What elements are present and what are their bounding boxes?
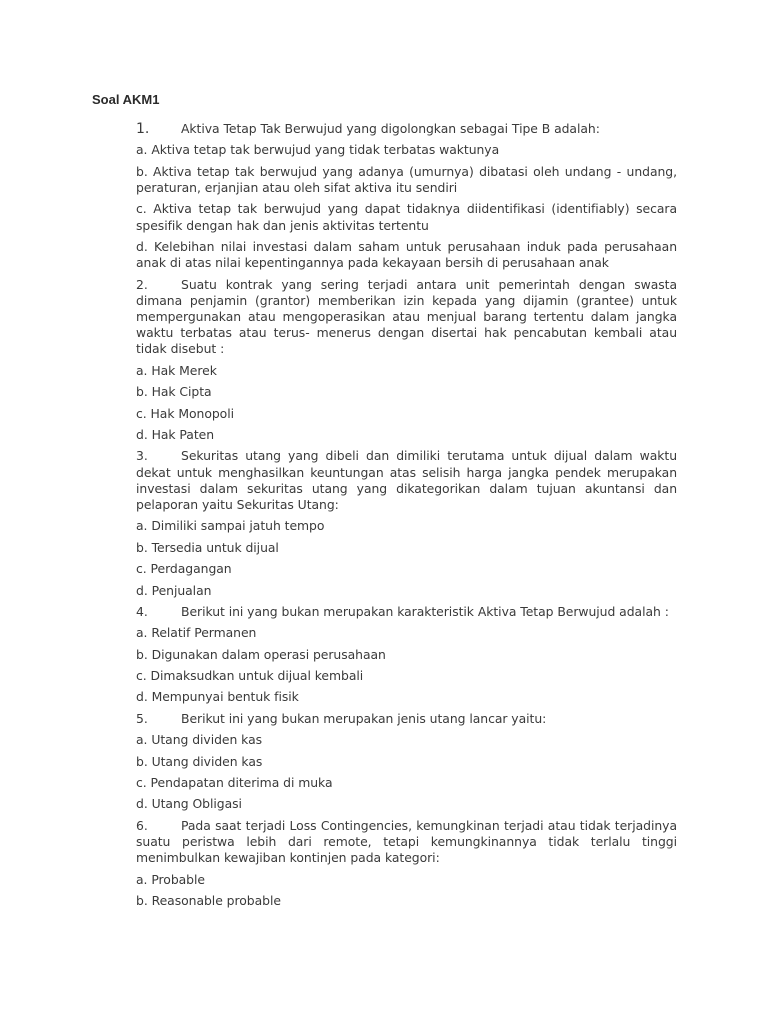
question-stem bbox=[136, 448, 677, 513]
question-number: 1. bbox=[136, 121, 150, 137]
answer-option: c. Perdagangan bbox=[136, 561, 232, 577]
document-title: Soal AKM1 bbox=[92, 92, 160, 107]
answer-option: a. Hak Merek bbox=[136, 362, 217, 378]
question-stem bbox=[136, 604, 677, 620]
answer-option: c. Dimaksudkan untuk dijual kembali bbox=[136, 668, 364, 684]
question-6 bbox=[136, 818, 677, 909]
question-stem bbox=[136, 277, 677, 358]
answer-option: d. Mempunyai bentuk fisik bbox=[136, 689, 299, 705]
answer-option: b. Hak Cipta bbox=[136, 384, 212, 400]
question-4 bbox=[136, 604, 677, 706]
answer-option: d. Utang Obligasi bbox=[136, 796, 242, 812]
answer-option: a. Probable bbox=[136, 871, 205, 887]
question-text: Aktiva Tetap Tak Berwujud yang digolongkan sebagai Tipe B adalah: bbox=[181, 121, 600, 136]
answer-option: c. Aktiva tetap tak berwujud yang dapat tidaknya diidentifikasi (identifiably) secara spesifik dengan hak dan jenis aktivitas tertentu bbox=[136, 201, 677, 233]
answer-option: c. Hak Monopoli bbox=[136, 405, 235, 421]
question-number: 3. bbox=[136, 448, 148, 464]
answer-option: a. Aktiva tetap tak berwujud yang tidak terbatas waktunya bbox=[136, 142, 500, 158]
question-number: 4. bbox=[136, 603, 148, 619]
question-stem bbox=[136, 818, 677, 867]
answer-option: d. Penjualan bbox=[136, 582, 212, 598]
answer-option: b. Reasonable probable bbox=[136, 892, 281, 908]
question-list bbox=[136, 121, 677, 914]
answer-option: a. Relatif Permanen bbox=[136, 625, 257, 641]
question-number: 6. bbox=[136, 817, 148, 833]
answer-option: b. Digunakan dalam operasi perusahaan bbox=[136, 646, 386, 662]
question-number: 2. bbox=[136, 276, 148, 292]
answer-option: b. Aktiva tetap tak berwujud yang adanya (umurnya) dibatasi oleh undang - undang, peraturan, erjanjian atau oleh sifat aktiva itu sendiri bbox=[136, 163, 677, 195]
answer-option: a. Dimiliki sampai jatuh tempo bbox=[136, 518, 325, 534]
question-stem bbox=[136, 121, 677, 137]
question-3 bbox=[136, 448, 677, 598]
question-text: Pada saat terjadi Loss Contingencies, kemungkinan terjadi atau tidak terjadinya suatu peristwa lebih dari remote, tetapi kemungkinannya tidak terlalu tinggi menimbulkan kewajiban kontinjen pada kategori: bbox=[136, 817, 677, 866]
question-text: Berikut ini yang bukan merupakan karakteristik Aktiva Tetap Berwujud adalah : bbox=[181, 603, 669, 619]
answer-option: d. Kelebihan nilai investasi dalam saham untuk perusahaan induk pada perusahaan anak di atas nilai kepentingannya pada kekayaan bersih di perusahaan anak bbox=[136, 238, 677, 271]
answer-option: b. Tersedia untuk dijual bbox=[136, 539, 279, 555]
question-5 bbox=[136, 711, 677, 813]
answer-option: a. Utang dividen kas bbox=[136, 732, 263, 748]
question-stem bbox=[136, 711, 677, 727]
answer-option: d. Hak Paten bbox=[136, 426, 215, 442]
question-1 bbox=[136, 121, 677, 271]
answer-option: b. Utang dividen kas bbox=[136, 753, 263, 769]
question-text: Sekuritas utang yang dibeli dan dimiliki terutama untuk dijual dalam waktu dekat untuk menghasilkan keuntungan atas selisih harga jangka pendek merupakan investasi dalam sekuritas utang yang dikategorikan dalam tujuan akuntansi dan pelaporan yaitu Sekuritas Utang: bbox=[136, 448, 677, 512]
answer-option: c. Pendapatan diterima di muka bbox=[136, 775, 333, 791]
question-text: Berikut ini yang bukan merupakan jenis utang lancar yaitu: bbox=[181, 710, 547, 726]
question-2 bbox=[136, 277, 677, 444]
question-text: Suatu kontrak yang sering terjadi antara unit pemerintah dengan swasta dimana penjamin (grantor) memberikan izin kepada yang dijamin (grantee) untuk mempergunakan atau mengoperasikan atau menjual barang tertentu dalam jangka waktu terbatas atau terus- menerus dengan disertai hak pencabutan kembali atau tidak disebut : bbox=[136, 276, 677, 357]
question-number: 5. bbox=[136, 710, 148, 726]
